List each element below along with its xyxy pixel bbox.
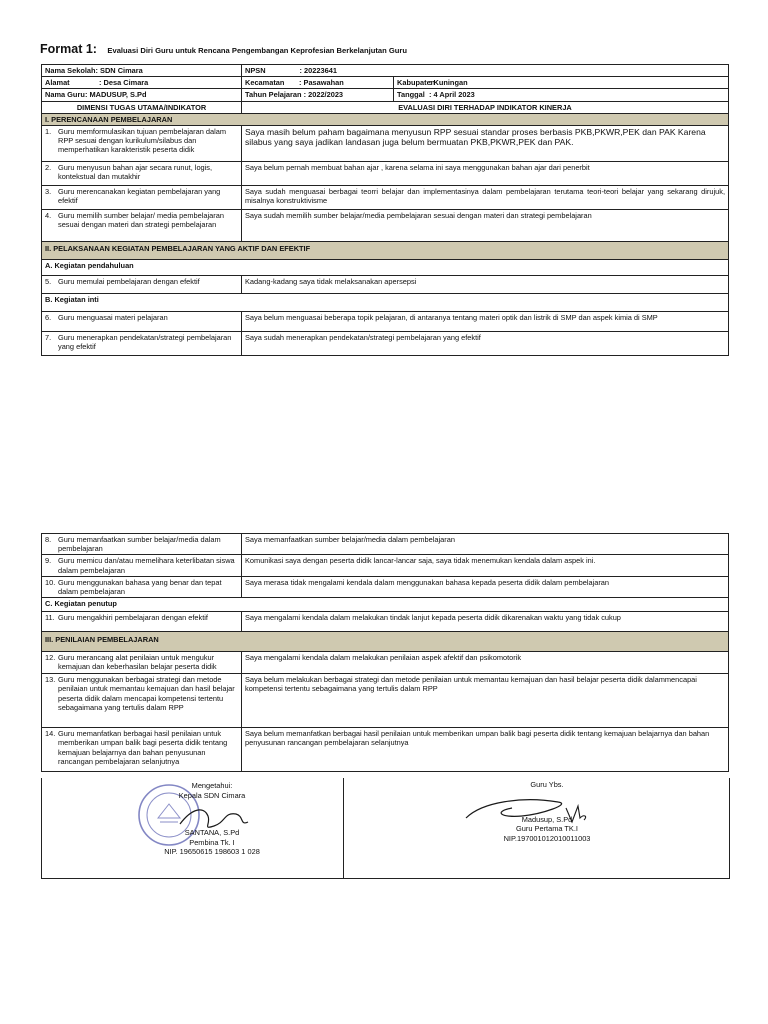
indicator-cell <box>42 162 242 186</box>
section-perencanaan <box>42 113 729 125</box>
teacher-name: Nama Guru: MADUSUP, S.Pd <box>42 89 242 101</box>
format-label: Format 1: <box>40 42 97 56</box>
info-row-address <box>42 77 729 89</box>
column-header-indicator: DIMENSI TUGAS UTAMA/INDIKATOR <box>42 101 242 113</box>
row-number: 4. <box>45 211 52 221</box>
indicator-cell <box>42 332 242 356</box>
evaluation-text: Saya belum menguasai beberapa topik pelajaran, di antaranya tentang materi optik dan listrik di SMP dan aspek kimia di SMP <box>242 312 729 332</box>
row-number: 3. <box>45 187 52 197</box>
table-row <box>42 332 729 356</box>
indicator-cell <box>42 576 242 597</box>
npsn: NPSN : 20223641 <box>242 65 729 77</box>
alamat: Alamat : Desa Cimara <box>42 77 242 89</box>
table-row <box>42 674 729 728</box>
indicator-text: Guru menyusun bahan ajar secara runut, logis, kontekstual dan mutakhir <box>58 163 213 182</box>
row-number: 12. <box>45 653 56 663</box>
evaluation-table-part-1 <box>41 64 729 356</box>
indicator-text: Guru menggunakan berbagai strategi dan metode penilaian untuk memantau kemajuan dan hasil belajar peserta didik dalam mencapai kompetensi tertentu sebagaimana yang tertulis dalam RPP <box>58 675 235 712</box>
row-number: 10. <box>45 577 56 587</box>
row-number: 14. <box>45 729 56 739</box>
approval-label: Mengetahui: <box>191 781 233 790</box>
headmaster-signature <box>137 781 287 857</box>
indicator-cell <box>42 312 242 332</box>
headmaster-title: Kepala SDN Cimara <box>178 790 246 800</box>
section-title: II. PELAKSANAAN KEGIATAN PEMBELAJARAN YANG AKTIF DAN EFEKTIF <box>42 242 729 260</box>
headmaster-rank: Pembina Tk. I <box>189 837 235 847</box>
teacher-name: Madusup, S.Pd <box>521 814 573 824</box>
row-number: 2. <box>45 163 52 173</box>
column-header-row <box>42 101 729 113</box>
indicator-text: Guru merancang alat penilaian untuk mengukur kemajuan dan keberhasilan belajar peserta didik <box>58 653 217 672</box>
kabupaten: Kabupaten: Kuningan <box>394 77 729 89</box>
teacher-signature <box>472 780 622 843</box>
row-number: 9. <box>45 556 52 566</box>
evaluation-text: Saya masih belum paham bagaimana menyusun RPP sesuai standar proses berbasis PKB,PKWR,PEK dan PAK Karena silabus yang saya jadikan landasan juga belum bermuatan PKB,PKWR,PEK dan PAK. <box>242 126 729 162</box>
row-number: 6. <box>45 313 52 323</box>
subsection-penutup <box>42 598 729 612</box>
section-title: III. PENILAIAN PEMBELAJARAN <box>42 632 729 652</box>
section-pelaksanaan <box>42 242 729 260</box>
evaluation-text: Saya belum melakukan berbagai strategi dan metode penilaian untuk memantau kemajuan dan hasil belajar peserta didik dalammencapai kompetensi tertentu sebagaimana yang tertulis dalam RPP <box>242 674 729 728</box>
signature-block <box>41 778 730 879</box>
table-row <box>42 534 729 555</box>
indicator-text: Guru merencanakan kegiatan pembelajaran yang efektif <box>58 187 221 206</box>
indicator-text: Guru memanfaatkan sumber belajar/media dalam pembelajaran <box>58 535 221 554</box>
indicator-cell <box>42 534 242 555</box>
indicator-cell <box>42 186 242 210</box>
indicator-cell <box>42 674 242 728</box>
school-year: Tahun Pelajaran : 2022/2023 <box>242 89 394 101</box>
row-number: 1. <box>45 127 52 137</box>
table-row <box>42 186 729 210</box>
table-row <box>42 652 729 674</box>
evaluation-text: Saya sudah menerapkan pendekatan/strategi pembelajaran yang efektif <box>242 332 729 356</box>
kecamatan: Kecamatan : Pasawahan <box>242 77 394 89</box>
row-number: 13. <box>45 675 56 685</box>
indicator-cell <box>42 555 242 576</box>
evaluation-text: Saya belum memanfatkan berbagai hasil penilaian untuk memberikan umpan balik bagi peserta didik tentang kemajuan belajarnya dan bahan penyusunan rancangan pembelajaran selanjutnya <box>242 728 729 772</box>
evaluation-text: Komunikasi saya dengan peserta didik lancar-lancar saja, saya tidak menemukan kendala dalam aspek ini. <box>242 555 729 576</box>
indicator-cell <box>42 126 242 162</box>
info-row-teacher <box>42 89 729 101</box>
column-header-evaluation: EVALUASI DIRI TERHADAP INDIKATOR KINERJA <box>242 101 729 113</box>
section-title: I. PERENCANAAN PEMBELAJARAN <box>42 113 729 125</box>
school-name: Nama Sekolah: SDN Cimara <box>42 65 242 77</box>
headmaster-name: SANTANA, S.Pd <box>184 828 240 838</box>
evaluation-text: Saya mengalami kendala dalam melakukan tindak lanjut kepada peserta didik dikarenakan waktu yang tidak cukup <box>242 612 729 632</box>
evaluation-text: Saya sudah memilih sumber belajar/media pembelajaran sesuai dengan materi dan strategi pembelajaran <box>242 210 729 242</box>
indicator-text: Guru menguasai materi pelajaran <box>58 313 168 323</box>
teacher-rank: Guru Pertama TK.I <box>516 824 578 834</box>
indicator-cell <box>42 728 242 772</box>
teacher-nip: NIP.197001012010011003 <box>503 833 591 843</box>
evaluation-table-part-2 <box>41 533 729 772</box>
row-number: 11. <box>45 613 55 623</box>
indicator-text: Guru memulai pembelajaran dengan efektif <box>58 277 200 287</box>
table-row <box>42 210 729 242</box>
table-row <box>42 312 729 332</box>
table-row <box>42 555 729 576</box>
indicator-cell <box>42 612 242 632</box>
indicator-cell <box>42 276 242 294</box>
indicator-text: Guru memformulasikan tujuan pembelajaran dalam RPP sesuai dengan kurikulum/silabus dan memperhatikan karakteristik peserta didik <box>58 127 227 155</box>
subsection-title: A. Kegiatan pendahuluan <box>42 260 729 276</box>
table-row <box>42 728 729 772</box>
evaluation-text: Saya memanfaatkan sumber belajar/media dalam pembelajaran <box>242 534 729 555</box>
row-number: 7. <box>45 333 52 343</box>
evaluation-text: Saya mengalami kendala dalam melakukan penilaian aspek afektif dan psikomotorik <box>242 652 729 674</box>
document-title: Evaluasi Diri Guru untuk Rencana Pengembangan Keprofesian Berkelanjutan Guru <box>107 46 408 55</box>
row-number: 5. <box>45 277 52 287</box>
subsection-title: C. Kegiatan penutup <box>42 598 729 612</box>
date: Tanggal : 4 April 2023 <box>394 89 729 101</box>
table-row <box>42 126 729 162</box>
evaluation-text: Kadang-kadang saya tidak melaksanakan apersepsi <box>242 276 729 294</box>
teacher-sign-label: Guru Ybs. <box>530 780 564 789</box>
subsection-pendahuluan <box>42 260 729 276</box>
indicator-cell <box>42 210 242 242</box>
section-penilaian <box>42 632 729 652</box>
headmaster-nip: NIP. 19650615 198603 1 028 <box>164 847 260 857</box>
indicator-text: Guru menerapkan pendekatan/strategi pembelajaran yang efektif <box>58 333 232 352</box>
table-row <box>42 276 729 294</box>
subsection-title: B. Kegiatan inti <box>42 294 729 312</box>
table-row <box>42 576 729 597</box>
info-row-school <box>42 65 729 77</box>
indicator-text: Guru memanfatkan berbagai hasil penilaian untuk memberikan umpan balik bagi peserta didik tentang kemajuan belajarnya dan bahan penyusunan rancangan pembelajaran selanjutnya <box>58 729 228 766</box>
indicator-text: Guru memilih sumber belajar/ media pembelajaran sesuai dengan materi dan strategi pembelajaran <box>58 211 224 230</box>
evaluation-text: Saya belum pernah membuat bahan ajar , karena selama ini saya menggunakan bahan ajar dari penerbit <box>242 162 729 186</box>
indicator-text: Guru memicu dan/atau memelihara keterlibatan siswa dalam pembelajaran <box>58 556 235 575</box>
subsection-inti <box>42 294 729 312</box>
indicator-text: Guru menggunakan bahasa yang benar dan tepat dalam pembelajaran <box>58 577 222 597</box>
table-row <box>42 162 729 186</box>
table-row <box>42 612 729 632</box>
evaluation-text: Saya sudah menguasai berbagai teorri belajar dan implementasinya dalam pembelajaran terutama teori-teori belajar yang sekarang dirujuk, misalnya konstruktivisme <box>242 186 729 210</box>
signature-divider <box>343 778 344 878</box>
document-heading <box>40 40 407 58</box>
indicator-text: Guru mengakhiri pembelajaran dengan efektif <box>58 613 208 623</box>
indicator-cell <box>42 652 242 674</box>
evaluation-text: Saya merasa tidak mengalami kendala dalam menggunakan bahasa kepada peserta didik dalam pembelajaran <box>242 576 729 597</box>
row-number: 8. <box>45 535 52 544</box>
